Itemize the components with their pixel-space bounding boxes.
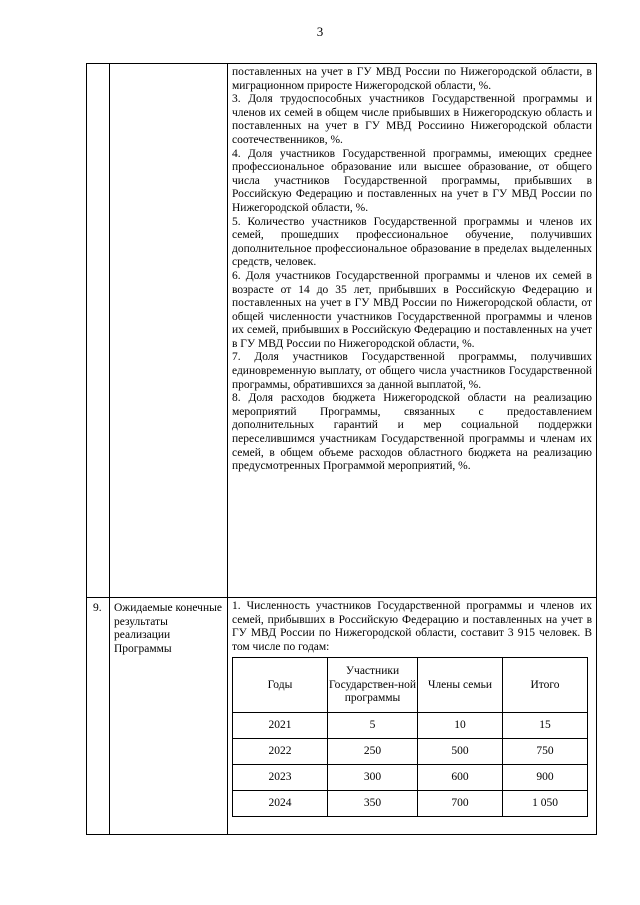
cell-family: 10 [418,713,503,739]
indicators-list [228,64,596,477]
cell-total: 15 [503,713,588,739]
cell-year: 2024 [233,791,328,817]
indicator-paragraph: 5. Количество участников Государственной программы и членов их семей, прошедших профессиональное обучение, получивших дополнительное профессиональное образование в пределах выделенных средств, человек. [232,215,592,269]
results-content [228,598,596,820]
cell-participants: 5 [328,713,418,739]
header-cell-family: Члены семьи [418,658,503,713]
cell-total: 1 050 [503,791,588,817]
cell-year: 2023 [233,765,328,791]
table-row [233,713,588,739]
row-content-cell [228,598,597,835]
row-number-cell [87,64,110,598]
table-row-expected-results [87,598,597,835]
cell-participants: 250 [328,739,418,765]
row-content-cell [228,64,597,598]
results-intro: 1. Численность участников Государственной программы и членов их семей, прибывших в Российскую Федерацию и поставленных на учет в ГУ МВД России по Нижегородской области, составит 3 915 человек. В том числе по годам: [232,600,592,653]
cell-participants: 300 [328,765,418,791]
header-cell-years: Годы [233,658,328,713]
table-row [233,791,588,817]
table-row [233,765,588,791]
row-number: 9. [93,602,102,614]
page-number: 3 [316,24,324,39]
cell-year: 2022 [233,739,328,765]
years-table [232,657,588,817]
indicator-paragraph: 3. Доля трудоспособных участников Государственной программы и членов их семей в общем числе прибывших в Нижегородскую область и поставленных на учет в ГУ МВД Россиино Нижегородской области соотечественников, %. [232,93,592,146]
cell-total: 750 [503,739,588,765]
row-number-cell [87,598,110,835]
row-number [87,64,109,68]
row-label [110,64,227,68]
indicator-paragraph: поставленных на учет в ГУ МВД России по Нижегородской области, в миграционном приросте Нижегородской области, %. [232,66,592,92]
cell-total: 900 [503,765,588,791]
cell-family: 600 [418,765,503,791]
indicator-paragraph: 7. Доля участников Государственной программы, получивших единовременную выплату, от общего числа участников Государственной программы, обратившихся за данной выплатой, %. [232,351,592,391]
header-cell-total: Итого [503,658,588,713]
indicator-paragraph: 6. Доля участников Государственной программы и членов их семей в возрасте от 14 до 35 лет, прибывших в Российскую Федерацию и поставленных на учет в ГУ МВД России по Нижегородской области, от общей численности участников Государственной программы и членов их семей, прибывших в Российскую Федерацию и поставленных на учет в ГУ МВД России по Нижегородской области, %. [232,269,592,350]
program-passport-table [86,63,597,835]
table-row-indicators-continued [87,64,597,598]
header-cell-participants: Участники Государствен-ной программы [328,658,418,713]
years-table-header [233,658,588,713]
cell-participants: 350 [328,791,418,817]
indicator-paragraph: 8. Доля расходов бюджета Нижегородской области на реализацию мероприятий Программы, связанных с предоставлением дополнительных гарантий и мер социальной поддержки переселившимся участникам Государственной программы и членам их семей, в общем объеме расходов областного бюджета на реализацию предусмотренных Программой мероприятий, %. [232,392,592,473]
cell-family: 500 [418,739,503,765]
cell-family: 700 [418,791,503,817]
row-label-cell [110,64,228,598]
table-row [233,739,588,765]
indicator-paragraph: 4. Доля участников Государственной программы, имеющих среднее профессиональное образование или высшее образование, от общего числа участников Государственной программы, прибывших в Российскую Федерацию и поставленных на учет в ГУ МВД России по Нижегородской области, %. [232,147,592,214]
cell-year: 2021 [233,713,328,739]
row-label: Ожидаемые конечные результаты реализации Программы [114,602,222,655]
row-label-cell [110,598,228,835]
